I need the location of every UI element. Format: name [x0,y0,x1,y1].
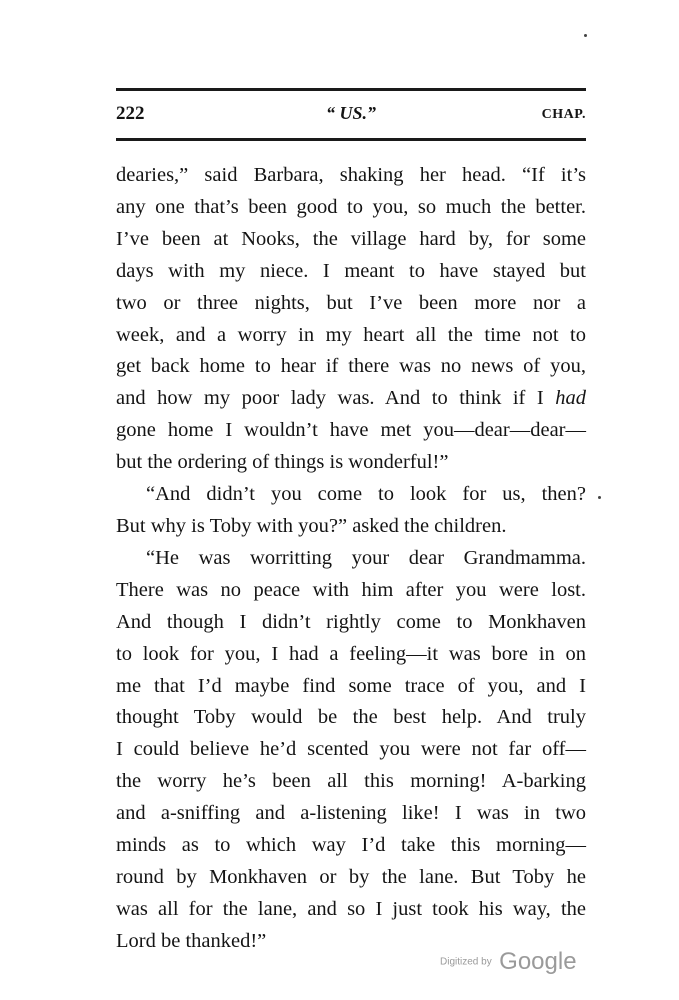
text-line: thought Toby would be the best help. And truly [116,706,586,729]
text-line: week, and a worry in my heart all the time not to [116,323,586,346]
paragraph [116,543,586,958]
text-line: the worry he’s been all this morning! A-barking [116,770,586,793]
digitized-by-watermark [440,948,577,976]
text-line: Lord be thanked!” [116,929,267,952]
text-line: And though I didn’t rightly come to Monkhaven [116,610,586,633]
page-number: 222 [116,103,145,124]
text-line: minds as to which way I’d take this morning— [116,834,586,857]
paragraph [116,479,586,543]
text-line: was all for the lane, and so I just took his way, the [116,897,586,920]
text-line: round by Monkhaven or by the lane. But Toby he [116,865,586,888]
page-body [116,160,586,958]
text-line: But why is Toby with you?” asked the children. [116,514,507,537]
text-line: me that I’d maybe find some trace of you, and I [116,674,586,697]
text-line: dearies,” said Barbara, shaking her head. “If it’s [116,164,586,186]
google-logo: Google [499,948,577,975]
text-line: and a-sniffing and a-listening like! I was in two [116,802,586,825]
text-line: to look for you, I had a feeling—it was bore in on [116,642,586,665]
text-line: two or three nights, but I’ve been more nor a [116,291,586,314]
header-bottom-rule [116,138,586,141]
text-line: gone home I wouldn’t have met you—dear—dear— [116,419,586,442]
text-line: “And didn’t you come to look for us, then? [146,483,586,506]
text-line: days with my niece. I meant to have stayed but [116,259,586,282]
running-title: “ US.” [325,103,376,123]
text-line: any one that’s been good to you, so much the better. [116,195,586,218]
scan-speck [584,34,587,37]
text-line: “He was worritting your dear Grandmamma. [146,546,586,569]
running-header [116,103,586,129]
chapter-label: CHAP. [541,107,586,122]
scan-speck [598,496,601,499]
text-line: and how my poor lady was. And to think if I had [116,387,586,410]
text-line: There was no peace with him after you were lost. [116,578,586,601]
text-line: but the ordering of things is wonderful!” [116,451,449,474]
text-line: I’ve been at Nooks, the village hard by, for some [116,227,586,250]
digitized-prefix: Digitized by [440,956,492,968]
text-line: I could believe he’d scented you were not far off— [116,738,586,761]
paragraph [116,160,586,479]
text-line: get back home to hear if there was no news of you, [116,355,586,378]
header-top-rule [116,88,586,91]
